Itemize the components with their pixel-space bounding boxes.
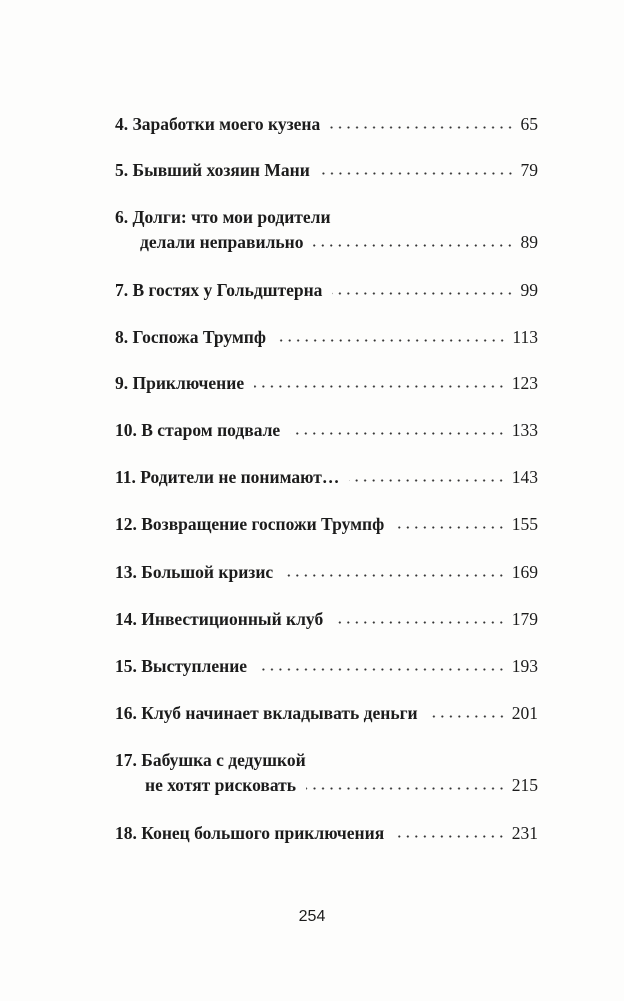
toc-entry-title: 5. Бывший хозяин Мани: [115, 160, 310, 180]
toc-entry-title: 11. Родители не понимают…: [115, 467, 340, 487]
toc-entry-page: 201: [511, 703, 538, 723]
toc-entry: [115, 513, 538, 535]
toc-entry-page: 169: [511, 562, 538, 582]
toc-entry-title: 10. В старом подвале: [115, 420, 281, 440]
toc-entry-page: 193: [511, 656, 538, 676]
dot-leader: [320, 172, 515, 175]
dot-leader: [283, 574, 506, 577]
toc-entry: [115, 466, 538, 488]
toc-entry-title: 7. В гостях у Гольдштерна: [115, 280, 323, 300]
toc-entry-title-line1: 6. Долги: что мои родители: [115, 207, 331, 227]
toc-entry-page: 89: [520, 232, 538, 252]
dot-leader: [276, 339, 506, 342]
toc-entry-page: 113: [512, 327, 538, 347]
dot-leader: [394, 835, 506, 838]
toc-entry-page: 123: [511, 373, 538, 393]
toc-entry-page: 215: [511, 775, 538, 795]
toc-entry-title: 12. Возвращение госпожи Трумпф: [115, 514, 385, 534]
dot-leader: [332, 292, 514, 295]
toc-entry-title-line1: 17. Бабушка с дедушкой: [115, 750, 306, 770]
dot-leader: [257, 668, 506, 671]
toc-entry: [115, 279, 538, 301]
toc-entry: [115, 159, 538, 181]
toc-entry: [115, 372, 538, 394]
dot-leader: [428, 715, 506, 718]
toc-entry-page: 231: [511, 823, 538, 843]
toc-entry-title: 16. Клуб начинает вкладывать деньги: [115, 703, 418, 723]
toc-entry: [145, 774, 538, 796]
toc-entry-page: 99: [520, 280, 538, 300]
toc-entry-title: 9. Приключение: [115, 373, 245, 393]
page-number: 254: [298, 908, 326, 925]
toc-entry-page: 65: [520, 114, 538, 134]
toc-entry: [115, 561, 538, 583]
dot-leader: [394, 526, 506, 529]
toc-entry: [115, 419, 538, 441]
toc-entry-title: 14. Инвестиционный клуб: [115, 609, 324, 629]
toc-entry: [140, 231, 538, 253]
toc-entry-title: делали неправильно: [140, 232, 304, 252]
dot-leader: [254, 385, 506, 388]
dot-leader: [290, 432, 506, 435]
toc-entry-page: 79: [520, 160, 538, 180]
toc-entry-title: не хотят рисковать: [145, 775, 296, 795]
toc-entry-title: 13. Большой кризис: [115, 562, 274, 582]
toc-entry-title: 15. Выступление: [115, 656, 248, 676]
toc-entry: [115, 702, 538, 724]
toc-entry-title: 18. Конец большого приключения: [115, 823, 385, 843]
dot-leader: [330, 126, 514, 129]
toc-entry-page: 133: [511, 420, 538, 440]
dot-leader: [306, 787, 506, 790]
toc-entry: [115, 655, 538, 677]
dot-leader: [333, 621, 506, 624]
toc-entry-title: 8. Госпожа Трумпф: [115, 327, 266, 347]
toc-entry-page: 155: [511, 514, 538, 534]
toc-entry-page: 179: [511, 609, 538, 629]
toc-entry-title: 4. Заработки моего кузена: [115, 114, 321, 134]
toc-entry: [115, 608, 538, 630]
toc-entry: [115, 326, 538, 348]
dot-leader: [313, 244, 514, 247]
toc-entry: [115, 822, 538, 844]
dot-leader: [349, 479, 505, 482]
toc-entry: [115, 113, 538, 135]
toc-entry-page: 143: [511, 467, 538, 487]
